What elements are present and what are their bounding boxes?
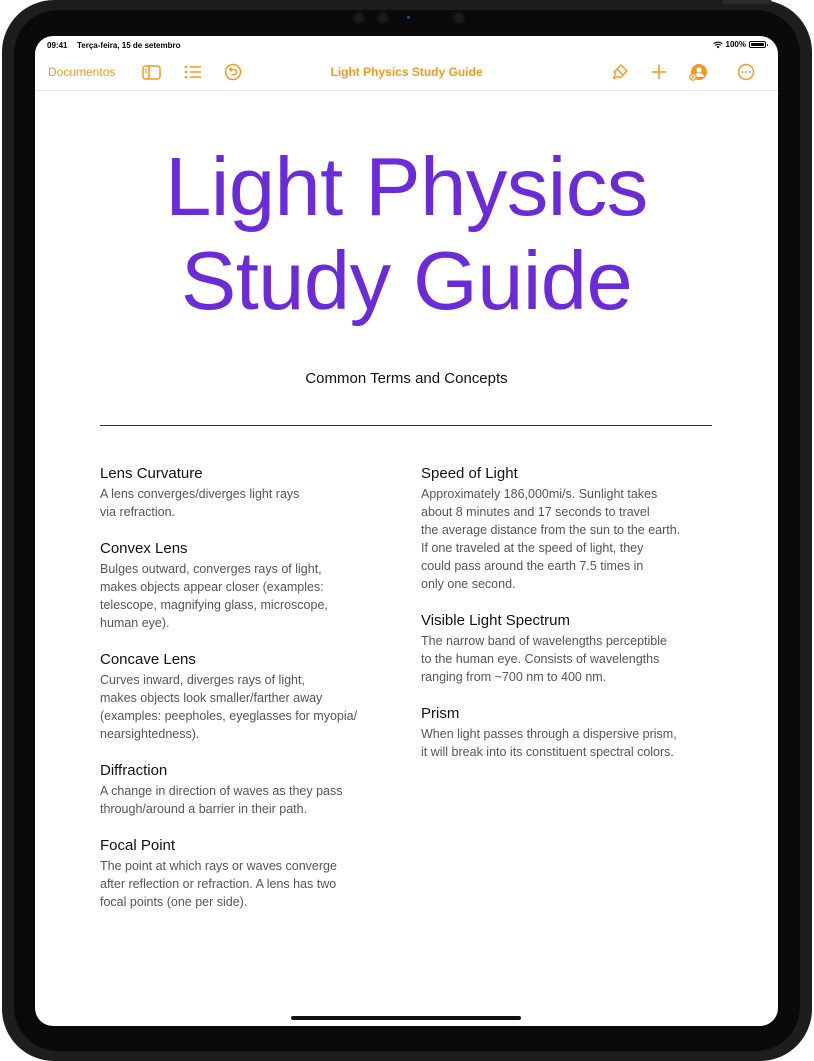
add-button[interactable] (648, 62, 670, 82)
definition-line: the average distance from the sun to the earth. (421, 523, 681, 537)
camera-bar (352, 8, 472, 28)
definition-line: via refraction. (100, 505, 176, 519)
definition-line: could pass around the earth 7.5 times in (421, 559, 644, 573)
sensor-dot (407, 16, 410, 19)
document-heading[interactable] (35, 140, 778, 328)
documents-back-button[interactable]: Documentos (48, 65, 116, 79)
definition-line: ranging from ~700 nm to 400 nm. (421, 670, 607, 684)
format-brush-icon (611, 63, 629, 81)
status-indicators (713, 40, 766, 49)
definition-line: after reflection or refraction. A lens has two (100, 877, 337, 891)
definition-line: human eye). (100, 616, 170, 630)
collaborate-icon (689, 63, 709, 81)
term-heading: Speed of Light (421, 465, 518, 482)
heading-line-1: Light Physics (165, 140, 648, 233)
term-definition (100, 782, 400, 818)
term-heading: Prism (421, 705, 460, 722)
camera-lens (376, 11, 390, 25)
definition-line: nearsightedness). (100, 727, 200, 741)
divider (100, 425, 712, 426)
wifi-icon (713, 41, 723, 49)
status-time: 09:41 (47, 41, 68, 50)
heading-line-2: Study Guide (180, 234, 633, 327)
term-entry[interactable] (100, 464, 400, 521)
camera-lens (352, 11, 366, 25)
term-entry[interactable] (100, 539, 400, 632)
term-definition (421, 725, 721, 761)
more-icon (737, 63, 755, 81)
home-indicator[interactable] (291, 1016, 521, 1020)
term-definition (100, 857, 400, 911)
battery-percent: 100% (725, 40, 746, 49)
toolbar (35, 54, 778, 91)
term-definition (100, 671, 400, 743)
definition-line: only one second. (421, 577, 516, 591)
term-entry[interactable] (100, 650, 400, 743)
format-button[interactable] (609, 62, 631, 82)
screen (35, 36, 778, 1026)
definition-line: through/around a barrier in their path. (100, 802, 308, 816)
term-heading: Concave Lens (100, 651, 196, 668)
definition-line: The point at which rays or waves converge (100, 859, 337, 873)
definition-line: If one traveled at the speed of light, they (421, 541, 644, 555)
term-entry[interactable] (100, 836, 400, 911)
definition-line: makes objects appear closer (examples: (100, 580, 324, 594)
definition-line: telescope, magnifying glass, microscope, (100, 598, 328, 612)
term-entry[interactable] (421, 704, 721, 761)
document-subtitle[interactable]: Common Terms and Concepts (305, 370, 508, 387)
status-bar (35, 36, 778, 54)
term-entry[interactable] (100, 761, 400, 818)
definition-line: makes objects look smaller/farther away (100, 691, 323, 705)
term-heading: Focal Point (100, 837, 176, 854)
definition-line: A lens converges/diverges light rays (100, 487, 300, 501)
left-column (100, 464, 400, 929)
term-heading: Lens Curvature (100, 465, 203, 482)
camera-lens (452, 11, 466, 25)
document-title: Light Physics Study Guide (330, 65, 483, 79)
term-definition (421, 485, 721, 593)
plus-icon (651, 64, 667, 80)
definition-line: (examples: peepholes, eyeglasses for myopia/ (100, 709, 358, 723)
definition-line: The narrow band of wavelengths perceptible (421, 634, 667, 648)
more-button[interactable] (735, 62, 757, 82)
term-definition (100, 485, 400, 521)
definition-line: Bulges outward, converges rays of light, (100, 562, 322, 576)
term-definition (421, 632, 721, 686)
definition-line: focal points (one per side). (100, 895, 248, 909)
term-entry[interactable] (421, 464, 721, 593)
definition-line: Approximately 186,000mi/s. Sunlight takes (421, 487, 658, 501)
definition-line: When light passes through a dispersive prism, (421, 727, 677, 741)
definition-line: Curves inward, diverges rays of light, (100, 673, 305, 687)
term-heading: Convex Lens (100, 540, 188, 557)
definition-line: about 8 minutes and 17 seconds to travel (421, 505, 650, 519)
battery-icon (749, 41, 766, 48)
term-heading: Visible Light Spectrum (421, 612, 570, 629)
status-date: Terça-feira, 15 de setembro (77, 41, 181, 50)
right-column (421, 464, 721, 779)
definition-line: to the human eye. Consists of wavelengths (421, 652, 660, 666)
term-definition (100, 560, 400, 632)
top-button (722, 0, 772, 4)
term-heading: Diffraction (100, 762, 168, 779)
definition-line: A change in direction of waves as they pass (100, 784, 343, 798)
collaborate-button[interactable] (687, 62, 711, 82)
definition-line: it will break into its constituent spectral colors. (421, 745, 674, 759)
term-entry[interactable] (421, 611, 721, 686)
